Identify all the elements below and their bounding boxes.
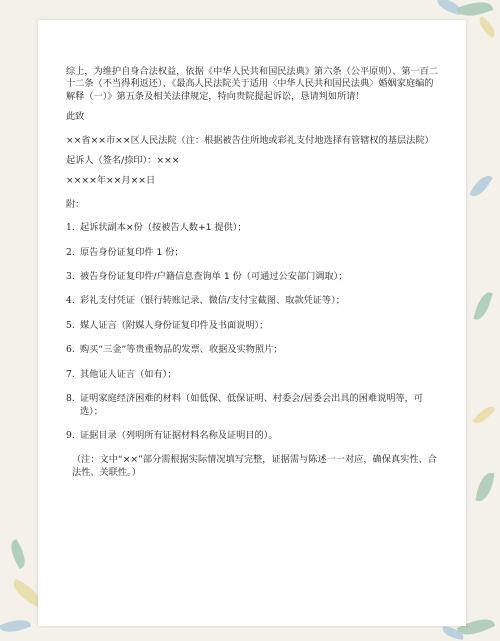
list-item [66,369,442,381]
plaintiff-signature: 起诉人（签名/捺印）：××× [66,155,180,167]
item-text: 媒人证言（附媒人身份证复印件及书面说明）； [80,319,269,331]
item-number: 6. [66,344,75,356]
leaf-icon [472,403,495,428]
leaf-icon [0,615,31,637]
item-number: 9. [66,429,75,441]
item-text: 证据目录（列明所有证据材料名称及证明目的）。 [80,429,278,441]
item-text: 被告身份证复印件/户籍信息查询单 1 份（可通过公安部门调取）； [80,271,348,283]
list-item [66,295,442,307]
list-item [66,247,442,259]
item-number: 4. [66,295,75,307]
salutation: 此致 [66,111,85,123]
item-text: 彩礼支付凭证（银行转账记录、微信/支付宝截图、取款凭证等）； [80,295,345,307]
list-item [66,344,442,356]
item-text: 原告身份证复印件 1 份； [80,246,184,258]
list-item [66,430,442,442]
item-number: 5. [66,319,75,331]
item-number: 3. [66,271,75,283]
item-number: 2. [66,246,75,258]
leaf-icon [473,290,492,322]
leaf-icon [475,16,498,38]
item-text: 购买“三金”等贵重物品的发票、收据及实物照片； [80,344,283,356]
document-page [38,20,466,626]
list-item [66,271,442,283]
conclusion-paragraph: 综上，为维护自身合法权益，依据《中华人民共和国民法典》第六条（公平原则）、第一百二十二条（不当得利返还）、《最高人民法院关于适用〈中华人民共和国民法典〉婚姻家庭编的解释（一）》第五条及相关法律规定，特向贵院提起诉讼，恳请判如所请！ [66,66,439,102]
item-text: 起诉状副本×份（按被告人数+1 提供）； [80,222,247,234]
leaf-icon [441,626,464,640]
footnote: （注：文中“××”部分需根据实际情况填写完整，证据需与陈述一一对应，确保真实性、合法性、关联性。） [72,454,437,478]
list-item [66,393,442,418]
court-name: ××省××市××区人民法院（注：根据被告住所地或彩礼支付地选择有管辖权的基层法院） [66,134,434,146]
attachments-list [66,222,442,442]
document-body [66,66,442,479]
list-item [66,222,442,234]
item-number: 7. [66,368,75,380]
item-number: 1. [66,222,75,234]
item-text: 证明家庭经济困难的材料（如低保、低保证明、村委会/居委会出具的困难说明等，可选）； [80,393,424,417]
attachments-title: 附： [66,198,85,210]
item-text: 其他证人证言（如有）； [80,368,177,380]
leaf-icon [6,539,30,569]
leaf-icon [457,0,494,21]
list-item [66,320,442,332]
leaf-icon [435,0,463,15]
floral-decoration-right [460,180,500,520]
leaf-icon [469,172,492,201]
document-date: ××××年××月××日 [66,175,156,187]
leaf-icon [476,471,495,503]
item-number: 8. [66,393,75,405]
